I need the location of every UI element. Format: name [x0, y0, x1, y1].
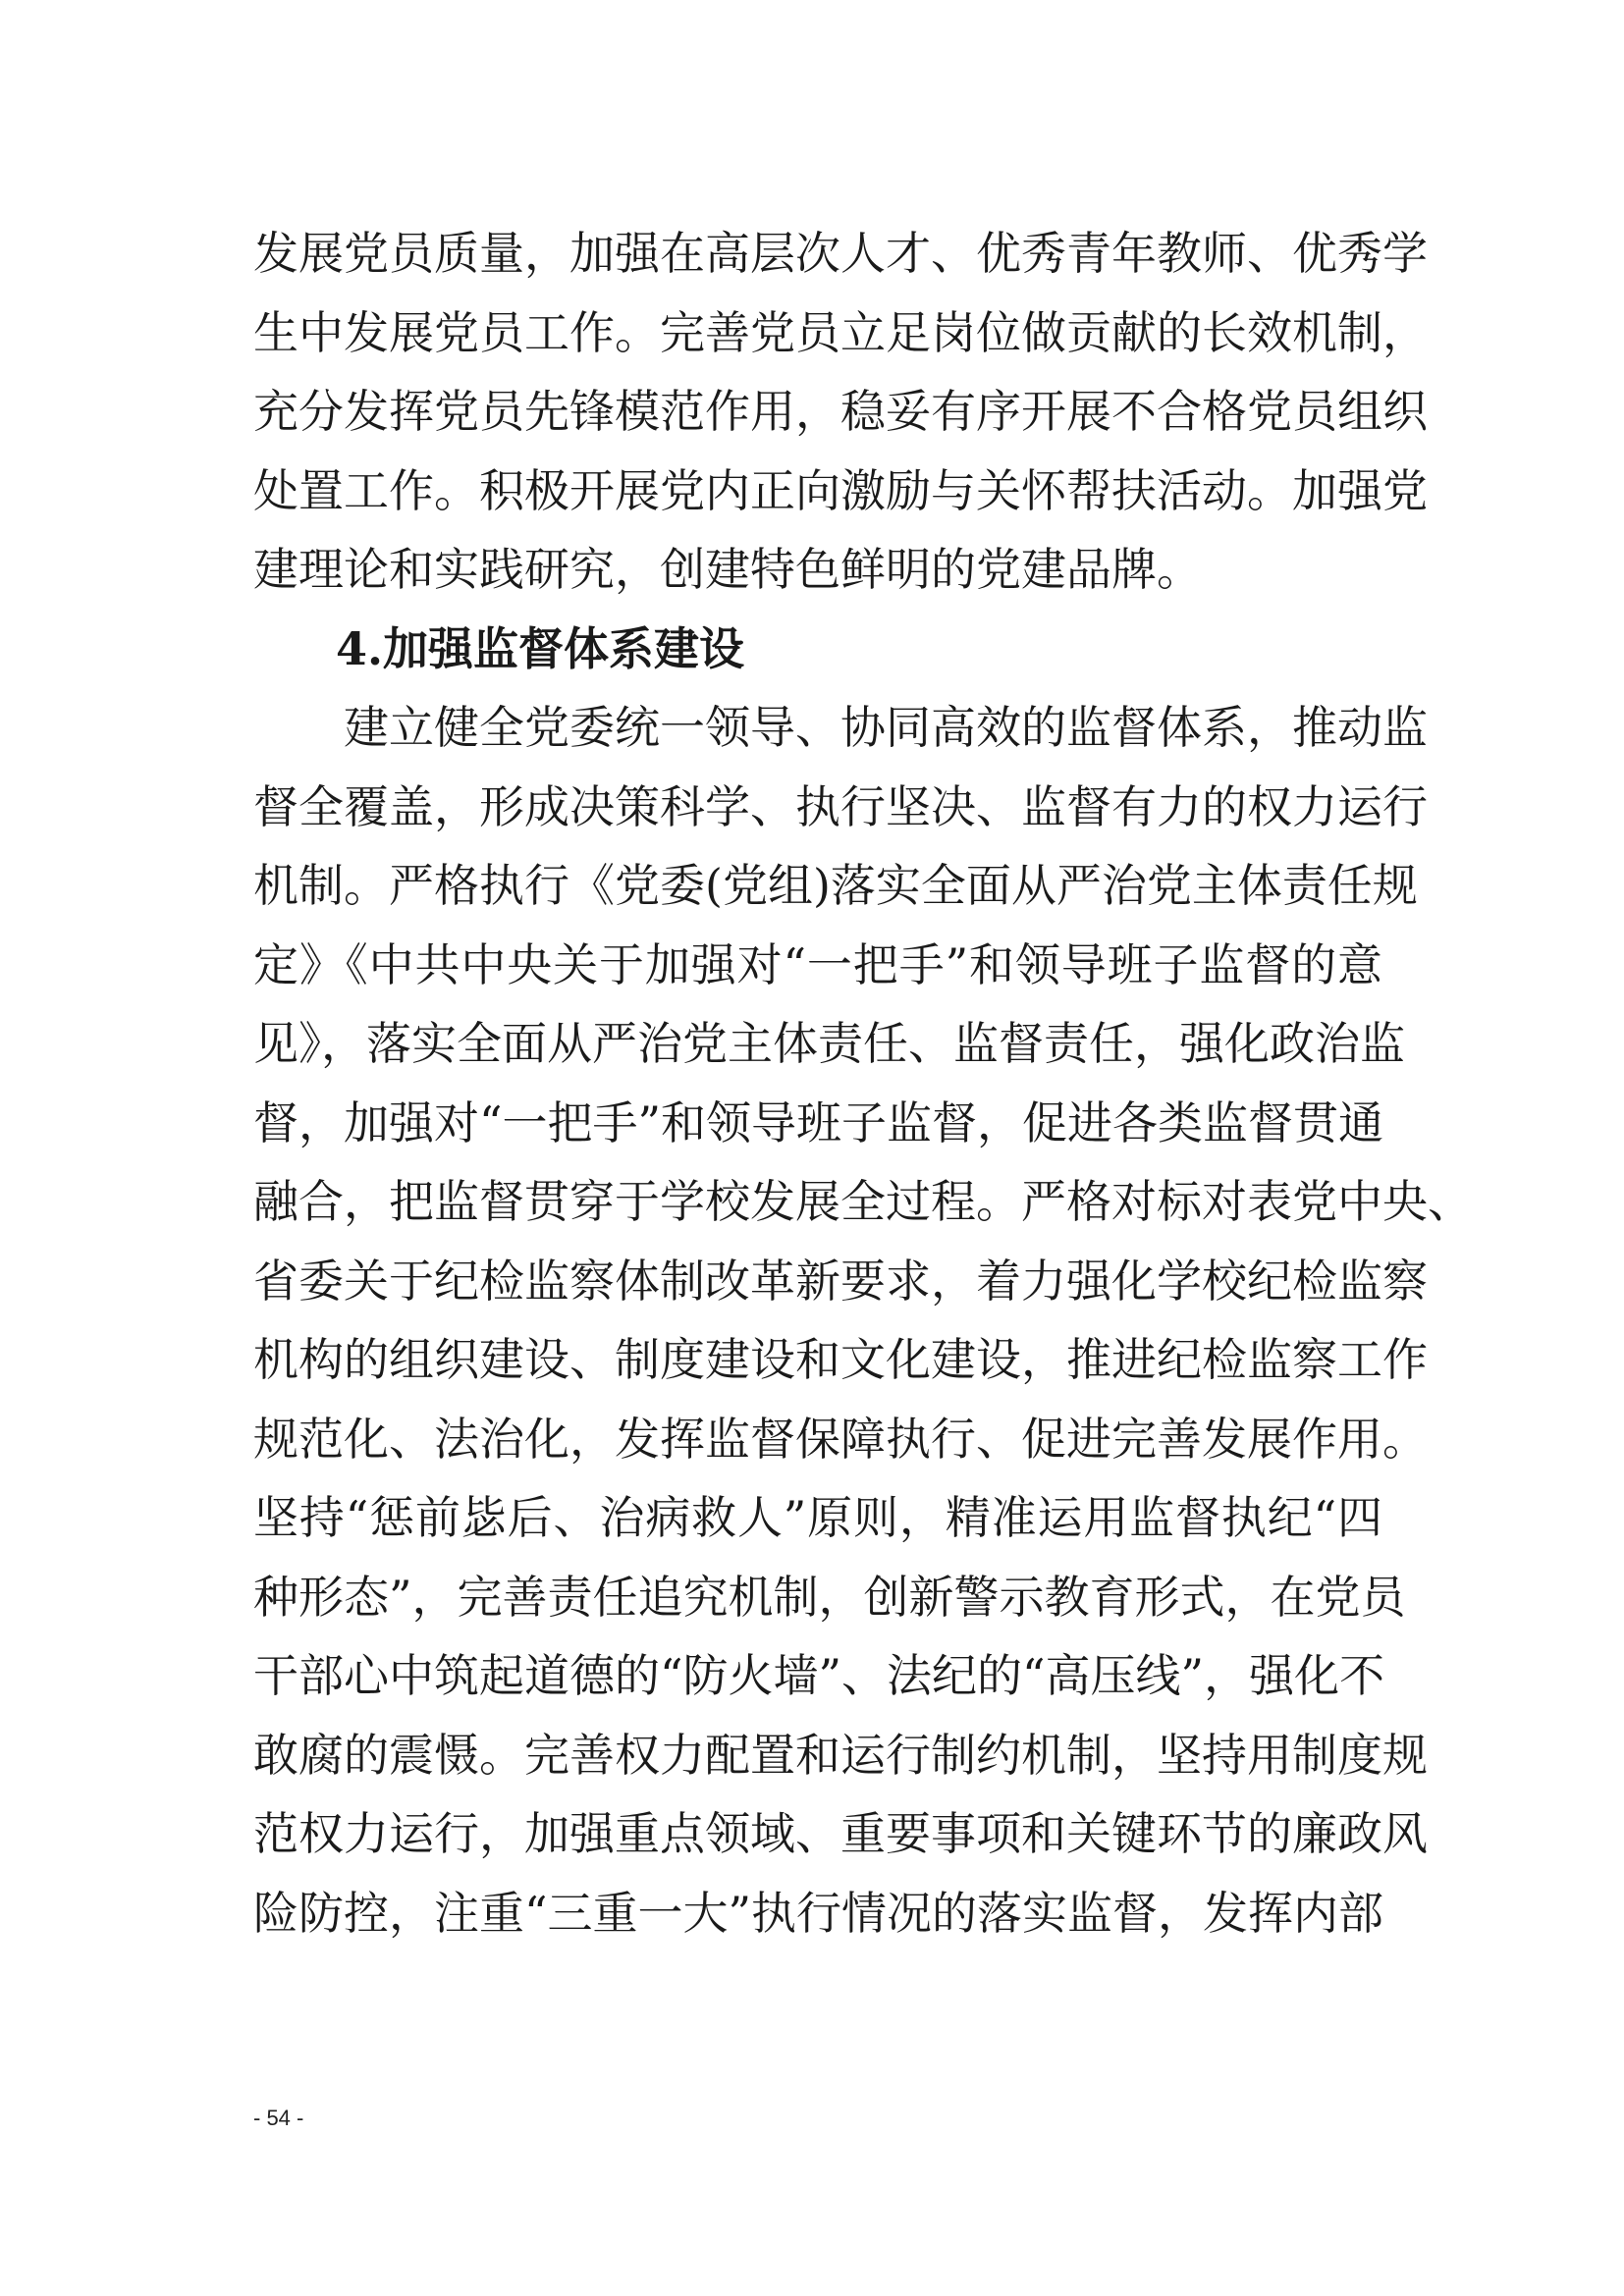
- section-heading: 4.加强监督体系建设: [336, 621, 745, 675]
- paragraph-line: 干部心中筑起道德的“防火墙”、法纪的“高压线”，强化不: [253, 1649, 1385, 1702]
- page-number: - 54 -: [253, 2106, 304, 2130]
- paragraph-line: 见》，落实全面从严治党主体责任、监督责任，强化政治监: [253, 1017, 1405, 1070]
- paragraph-line: 险防控，注重“三重一大”执行情况的落实监督，发挥内部: [253, 1886, 1384, 1940]
- paragraph-line: 规范化、法治化，发挥监督保障执行、促进完善发展作用。: [253, 1412, 1428, 1466]
- paragraph-line: 定》《中共中央关于加强对“一把手”和领导班子监督的意: [253, 937, 1382, 991]
- paragraph-line: 种形态”，完善责任追究机制，创新警示教育形式，在党员: [253, 1570, 1406, 1624]
- paragraph-line: 督全覆盖，形成决策科学、执行坚决、监督有力的权力运行: [253, 779, 1428, 833]
- paragraph-line: 机构的组织建设、制度建设和文化建设，推进纪检监察工作: [253, 1333, 1428, 1386]
- paragraph-line: 范权力运行，加强重点领域、重要事项和关键环节的廉政风: [253, 1807, 1428, 1860]
- paragraph-line: 融合，把监督贯穿于学校发展全过程。严格对标对表党中央、: [253, 1175, 1473, 1228]
- paragraph-line: 省委关于纪检监察体制改革新要求，着力强化学校纪检监察: [253, 1254, 1428, 1308]
- paragraph-line: 生中发展党员工作。完善党员立足岗位做贡献的长效机制，: [253, 305, 1428, 359]
- paragraph-line: 充分发挥党员先锋模范作用，稳妥有序开展不合格党员组织: [253, 385, 1428, 438]
- paragraph-line: 督，加强对“一把手”和领导班子监督，促进各类监督贯通: [253, 1095, 1384, 1149]
- paragraph-line: 建理论和实践研究，创建特色鲜明的党建品牌。: [253, 543, 1202, 596]
- paragraph-line: 机制。严格执行《党委(党组)落实全面从严治党主体责任规: [253, 859, 1418, 912]
- paragraph-line: 发展党员质量，加强在高层次人才、优秀青年教师、优秀学: [253, 227, 1428, 280]
- paragraph-line: 处置工作。积极开展党内正向激励与关怀帮扶活动。加强党: [253, 463, 1428, 517]
- paragraph-line: 敢腐的震慑。完善权力配置和运行制约机制，坚持用制度规: [253, 1728, 1428, 1782]
- paragraph-line: 建立健全党委统一领导、协同高效的监督体系，推动监: [253, 701, 1428, 754]
- body-text: [253, 214, 1473, 1952]
- paragraph-line: 坚持“惩前毖后、治病救人”原则，精准运用监督执纪“四: [253, 1491, 1382, 1544]
